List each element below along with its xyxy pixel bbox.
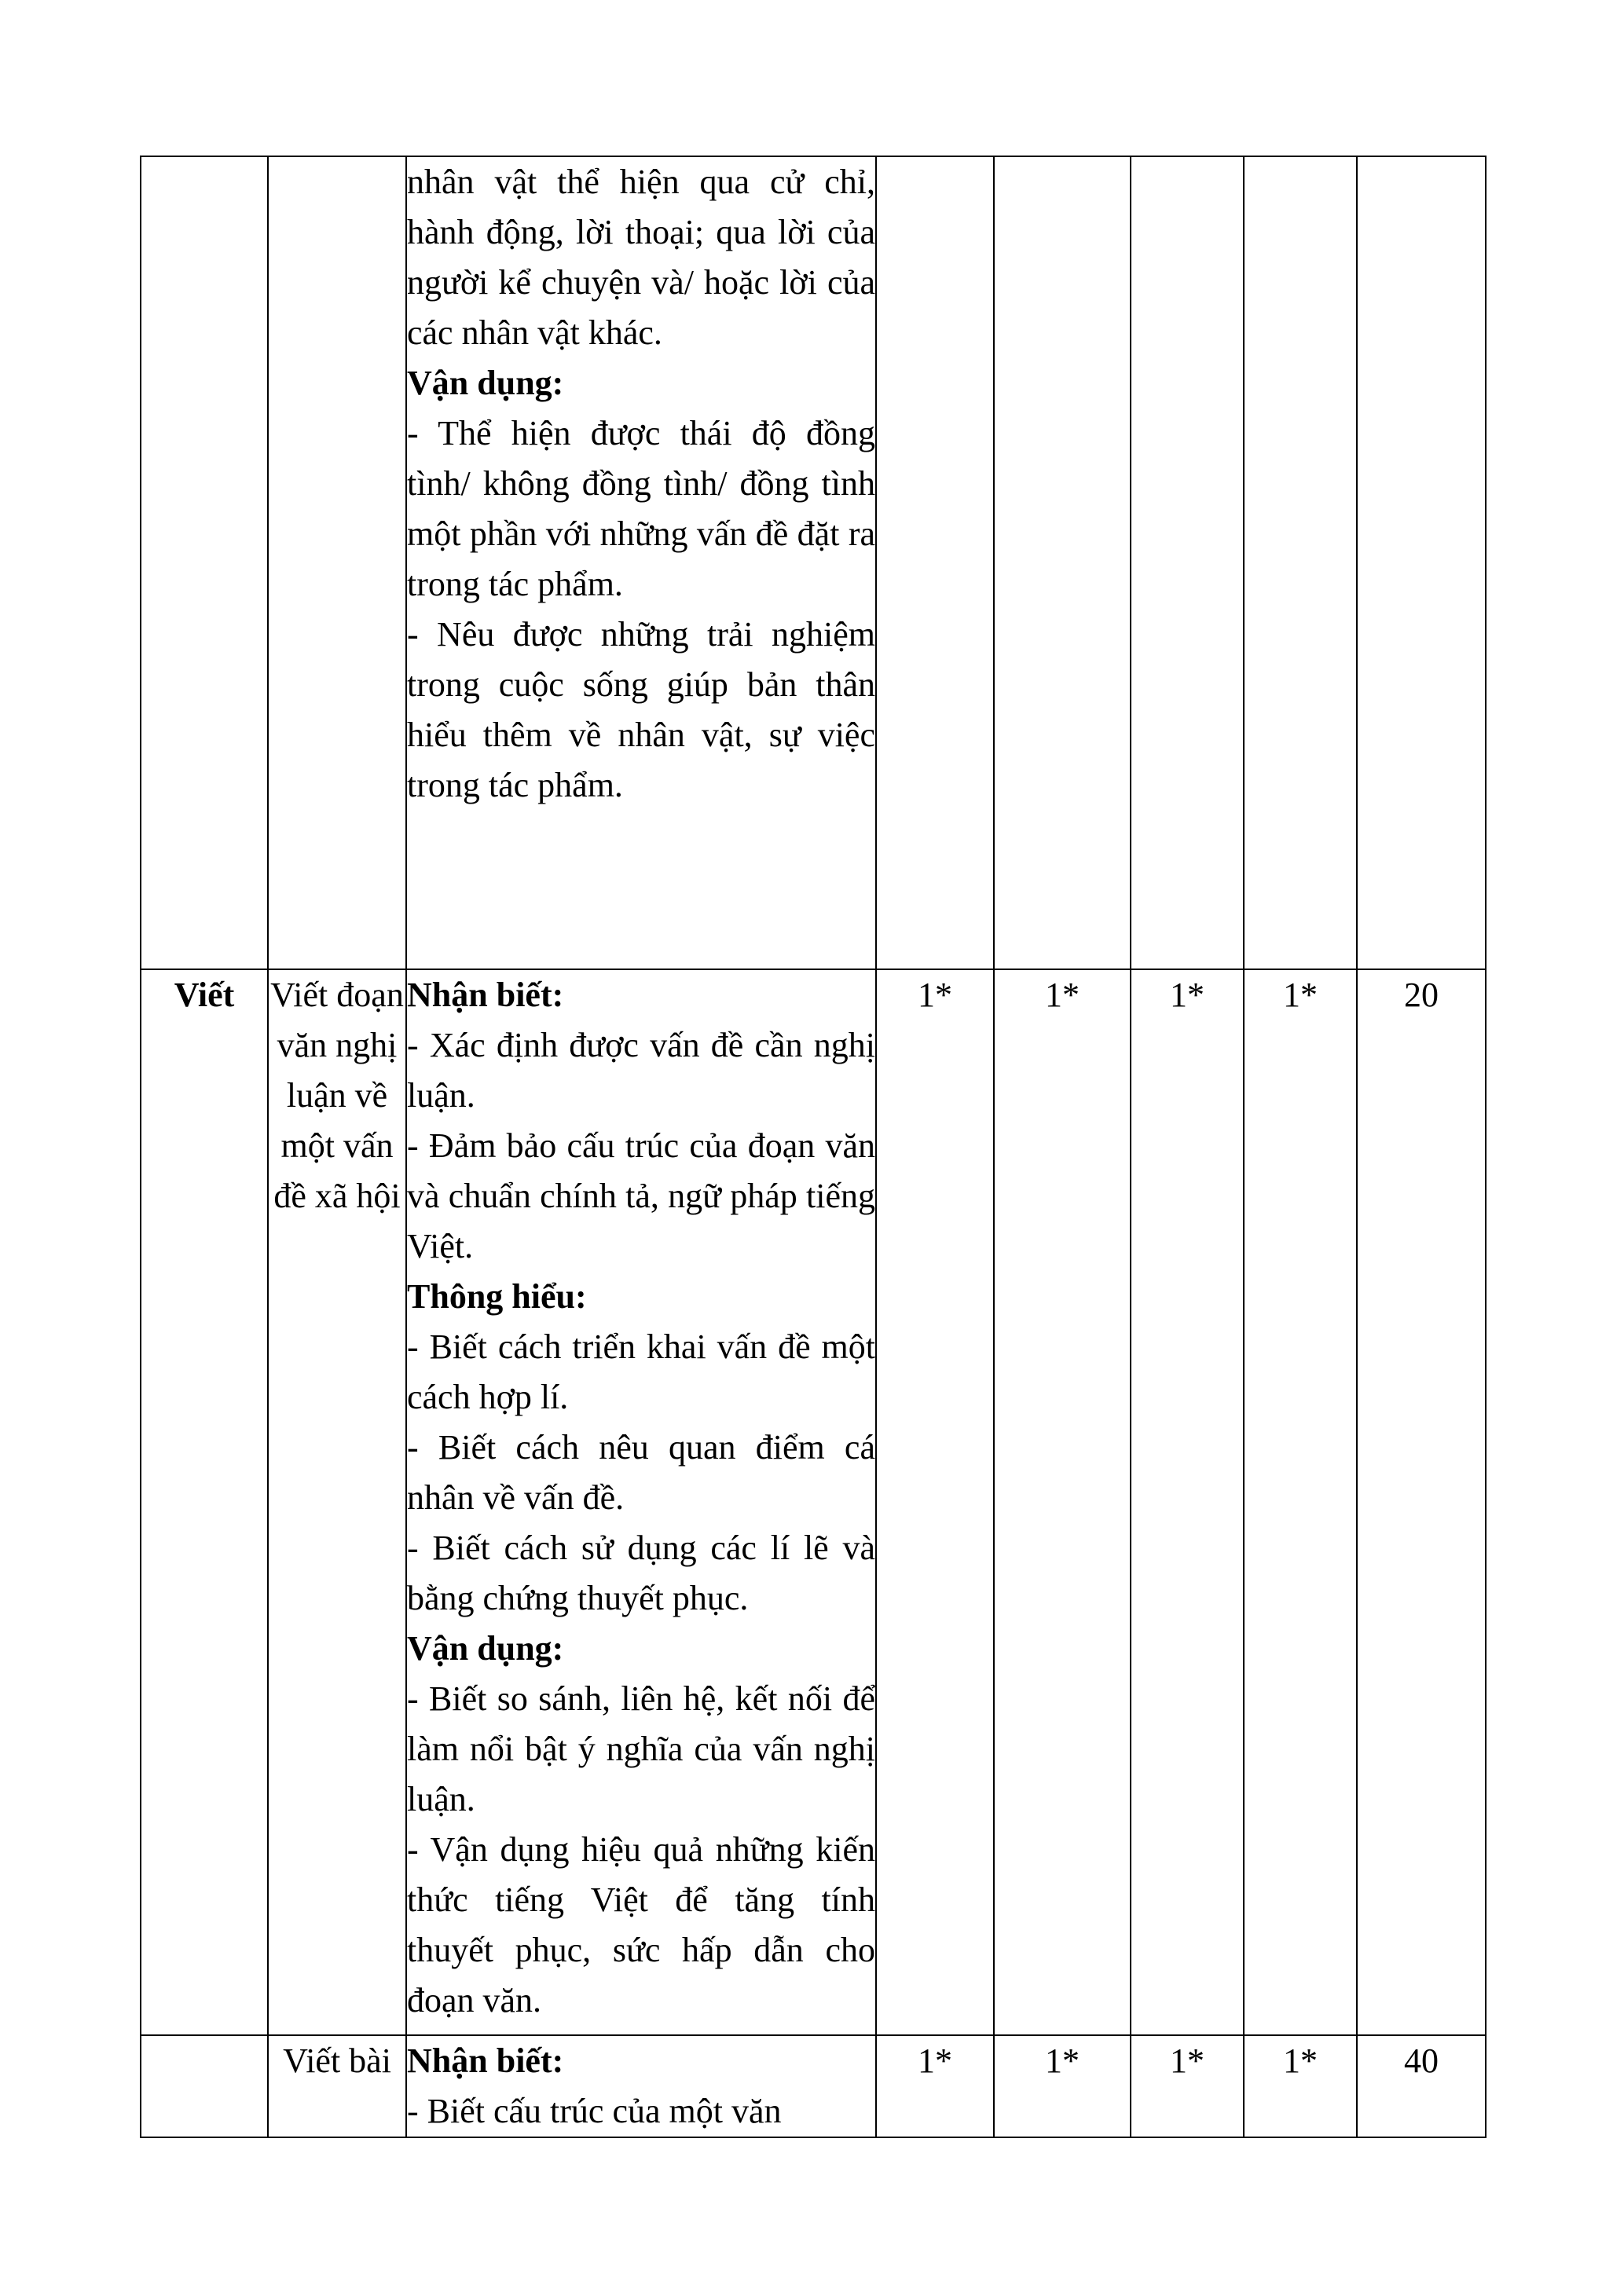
description-text: - Biết cách nêu quan điểm cá nhân về vấn đề. bbox=[407, 1428, 875, 1517]
score-cell bbox=[1357, 156, 1486, 969]
table-row bbox=[141, 156, 1486, 969]
description-text: nhân vật thể hiện qua cử chỉ, hành động, lời thoại; qua lời của người kể chuyện và/ hoặc lời của các nhân vật khác. bbox=[407, 163, 875, 352]
table-row bbox=[141, 2035, 1486, 2137]
description-cell bbox=[406, 156, 876, 969]
description-text: - Vận dụng hiệu quả những kiến thức tiếng Việt để tăng tính thuyết phục, sức hấp dẫn cho đoạn văn. bbox=[407, 1830, 875, 2020]
description-text: - Xác định được vấn đề cần nghị luận. bbox=[407, 1026, 875, 1115]
question-count-cell: 1* bbox=[1131, 2035, 1244, 2137]
level-heading: Thông hiểu: bbox=[407, 1277, 587, 1316]
description-text: - Thể hiện được thái độ đồng tình/ không đồng tình/ đồng tình một phần với những vấn đề đặt ra trong tác phẩm. bbox=[407, 414, 875, 603]
unit-cell bbox=[268, 156, 406, 969]
question-count-cell: 1* bbox=[876, 2035, 994, 2137]
question-count-cell bbox=[876, 156, 994, 969]
table-row bbox=[141, 969, 1486, 2035]
description-cell bbox=[406, 969, 876, 2035]
level-heading: Vận dụng: bbox=[407, 364, 564, 402]
level-heading: Nhận biết: bbox=[407, 976, 564, 1014]
question-count-cell: 1* bbox=[876, 969, 994, 2035]
description-text: - Nêu được những trải nghiệm trong cuộc sống giúp bản thân hiểu thêm về nhân vật, sự việc trong tác phẩm. bbox=[407, 615, 875, 804]
question-count-cell: 1* bbox=[1244, 2035, 1357, 2137]
score-cell: 40 bbox=[1357, 2035, 1486, 2137]
question-count-cell bbox=[994, 156, 1131, 969]
skill-cell bbox=[141, 156, 268, 969]
skill-cell: Viết bbox=[141, 969, 268, 2035]
unit-cell: Viết đoạn văn nghị luận về một vấn đề xã hội bbox=[268, 969, 406, 2035]
question-count-cell: 1* bbox=[1244, 969, 1357, 2035]
level-heading: Vận dụng: bbox=[407, 1629, 564, 1668]
description-text: - Biết cách triển khai vấn đề một cách hợp lí. bbox=[407, 1327, 875, 1416]
score-cell: 20 bbox=[1357, 969, 1486, 2035]
description-text: - Đảm bảo cấu trúc của đoạn văn và chuẩn chính tả, ngữ pháp tiếng Việt. bbox=[407, 1126, 875, 1265]
unit-cell: Viết bài bbox=[268, 2035, 406, 2137]
question-count-cell: 1* bbox=[994, 2035, 1131, 2137]
description-text: - Biết so sánh, liên hệ, kết nối để làm nổi bật ý nghĩa của vấn nghị luận. bbox=[407, 1679, 875, 1818]
description-text: - Biết cách sử dụng các lí lẽ và bằng chứng thuyết phục. bbox=[407, 1529, 875, 1617]
description-text: - Biết cấu trúc của một văn bbox=[407, 2092, 782, 2130]
description-cell bbox=[406, 2035, 876, 2137]
question-count-cell: 1* bbox=[1131, 969, 1244, 2035]
question-count-cell bbox=[1131, 156, 1244, 969]
specification-table bbox=[140, 156, 1487, 2138]
question-count-cell: 1* bbox=[994, 969, 1131, 2035]
level-heading: Nhận biết: bbox=[407, 2041, 564, 2080]
skill-cell bbox=[141, 2035, 268, 2137]
question-count-cell bbox=[1244, 156, 1357, 969]
